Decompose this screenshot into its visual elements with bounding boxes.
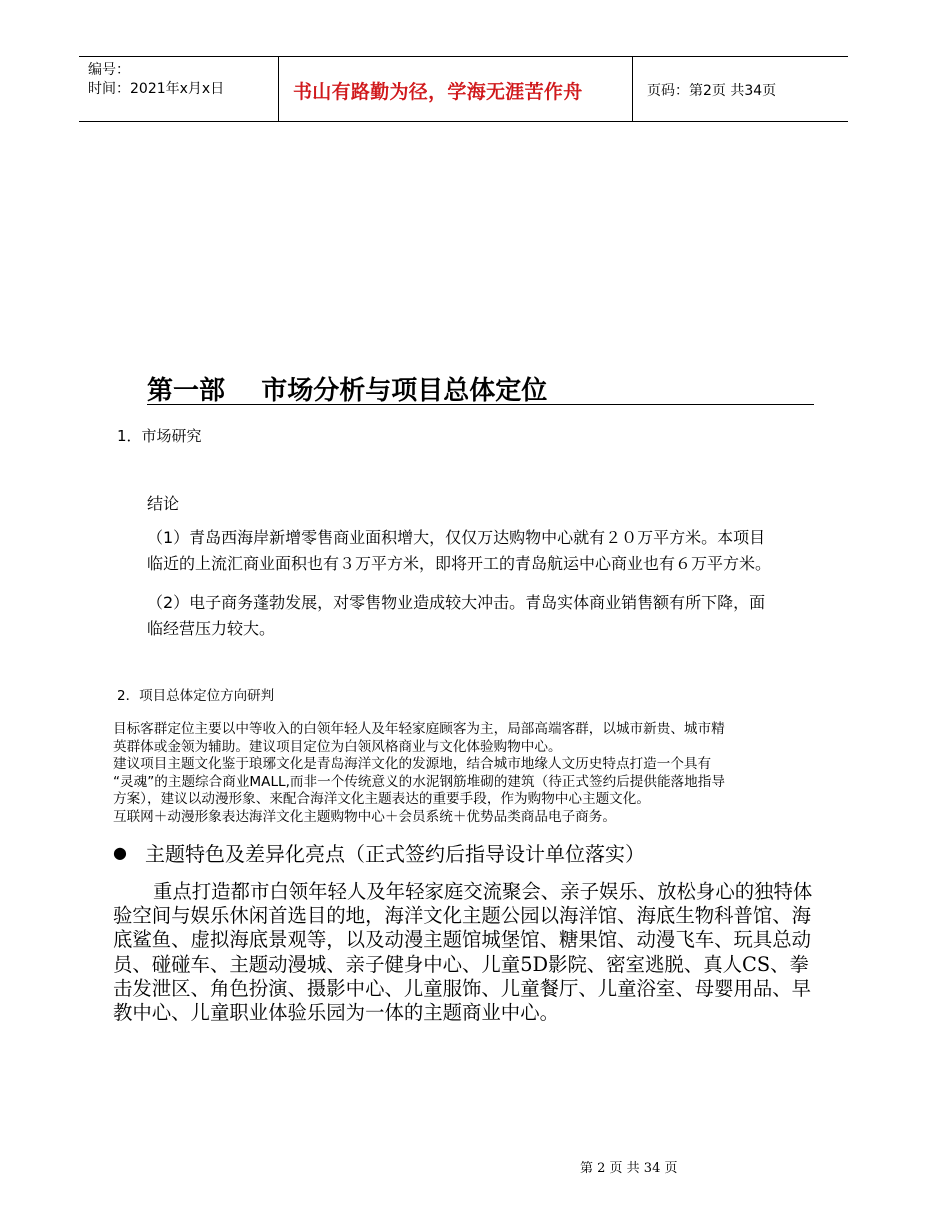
header-top-rule bbox=[79, 56, 848, 57]
header-bottom-rule bbox=[79, 121, 848, 122]
section2-heading: 2．项目总体定位方向研判 bbox=[117, 688, 275, 704]
conclusion-point1-line2: 临近的上流汇商业面积也有３万平方米，即将开工的青岛航运中心商业也有６万平方米。 bbox=[147, 554, 772, 573]
header-page-label: 页码：第2页 共34页 bbox=[647, 83, 777, 99]
conclusion-point2-line1: （2）电子商务蓬勃发展，对零售物业造成较大冲击。青岛实体商业销售额有所下降，面 bbox=[147, 593, 766, 612]
conclusion-label: 结论 bbox=[147, 494, 180, 513]
header-number-label: 编号： bbox=[88, 62, 130, 78]
feature-paragraph: 重点打造都市白领年轻人及年轻家庭交流聚会、亲子娱乐、放松身心的独特体验空间与娱乐休闲首选目的地，海洋文化主题公园以海洋馆、海底生物科普馆、海底鲨鱼、虚拟海底景观等，以及动漫主题馆城堡馆、糖果馆、动漫飞车、玩具总动员、碰碰车、主题动漫城、亲子健身中心、儿童5D影院、密室逃脱、真人CS、拳击发泄区、角色扮演、摄影中心、儿童服饰、儿童餐厅、儿童浴室、母婴用品、早教中心、儿童职业体验乐园为一体的主题商业中心。 bbox=[113, 880, 813, 1025]
bullet-dot-icon: ● bbox=[113, 843, 127, 862]
positioning-line: “灵魂”的主题综合商业MALL,而非一个传统意义的水泥钢筋堆砌的建筑（待正式签约后提供能落地指导 bbox=[113, 773, 725, 790]
conclusion-point2-line2: 临经营压力较大。 bbox=[147, 619, 276, 638]
part-title: 第一部 市场分析与项目总体定位 bbox=[147, 376, 548, 406]
positioning-line: 互联网＋动漫形象表达海洋文化主题购物中心＋会员系统＋优势品类商品电子商务。 bbox=[113, 808, 616, 825]
positioning-line: 英群体或金领为辅助。建议项目定位为白领风格商业与文化体验购物中心。 bbox=[113, 738, 562, 755]
header-divider-left bbox=[278, 56, 279, 121]
section1-heading: 1．市场研究 bbox=[117, 427, 202, 445]
positioning-line: 方案），建议以动漫形象、来配合海洋文化主题表达的重要手段，作为购物中心主题文化。 bbox=[113, 791, 650, 807]
positioning-line: 建议项目主题文化鉴于琅琊文化是青岛海洋文化的发源地，结合城市地缘人文历史特点打造一个具有 bbox=[113, 756, 712, 772]
footer-page-number: 第 2 页 共 34 页 bbox=[580, 1161, 678, 1176]
positioning-line: 目标客群定位主要以中等收入的白领年轻人及年轻家庭顾客为主，局部高端客群，以城市新贵、城市精 bbox=[113, 721, 725, 737]
feature-heading: 主题特色及差异化亮点（正式签约后指导设计单位落实） bbox=[145, 842, 645, 866]
part-title-rule bbox=[147, 404, 814, 405]
header-time-label: 时间：2021年x月x日 bbox=[88, 81, 225, 97]
header-divider-right bbox=[632, 56, 633, 121]
header-motto: 书山有路勤为径，学海无涯苦作舟 bbox=[293, 81, 583, 103]
conclusion-point1-line1: （1）青岛西海岸新增零售商业面积增大，仅仅万达购物中心就有２０万平方米。本项目 bbox=[147, 528, 766, 547]
